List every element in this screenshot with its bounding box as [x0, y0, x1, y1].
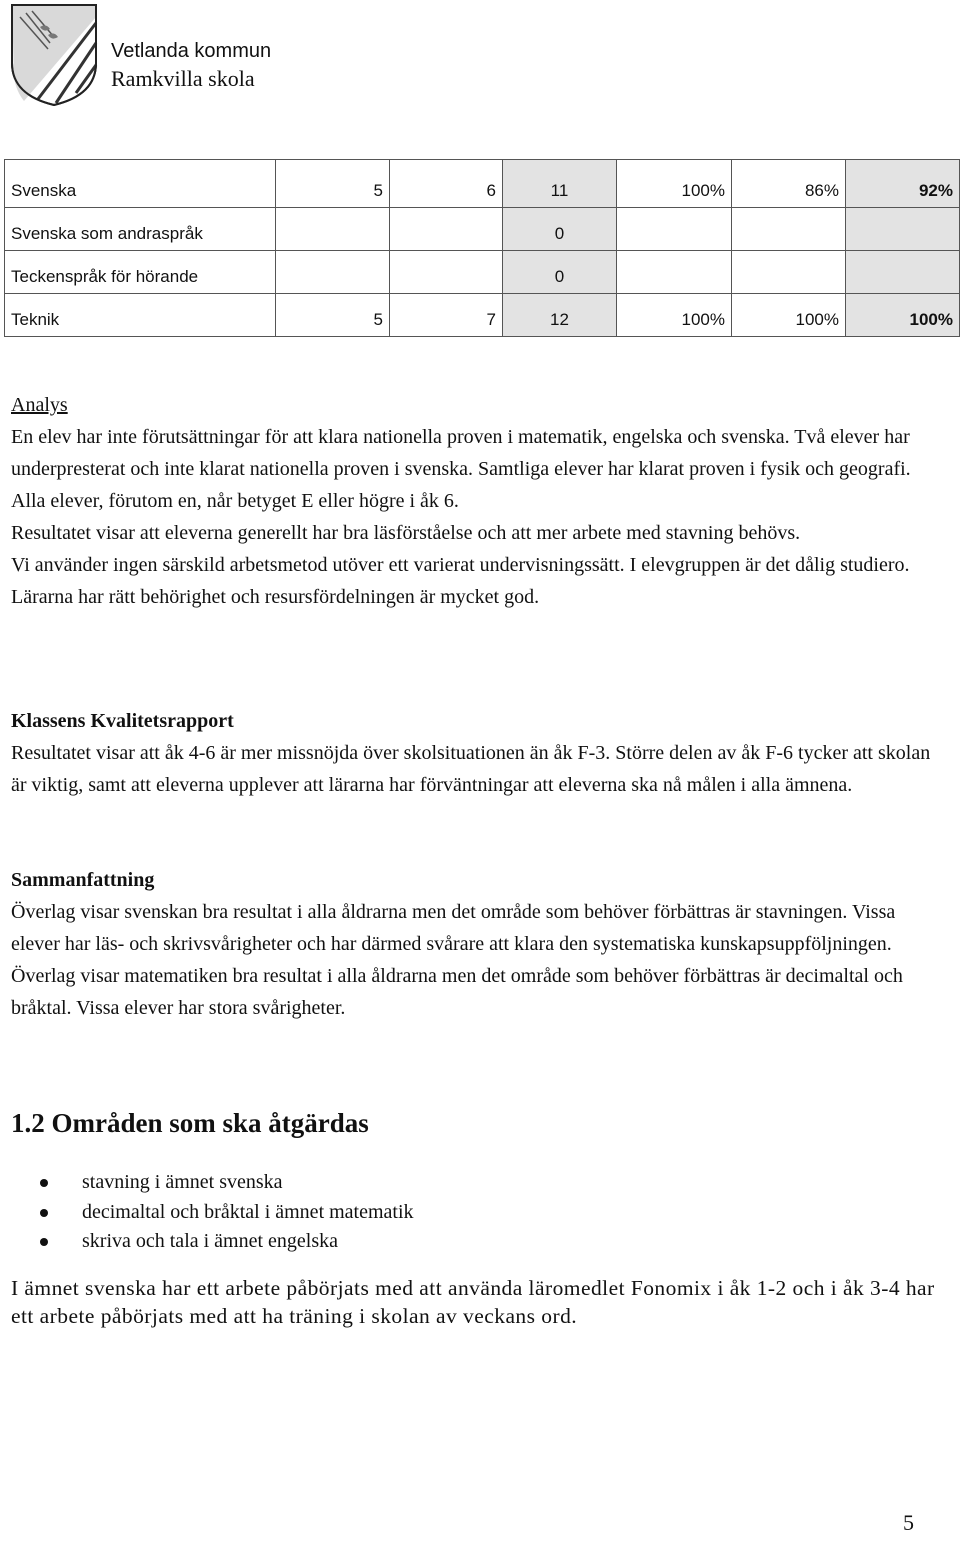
analysis-heading: Analys	[11, 394, 68, 416]
list-item-text: stavning i ämnet svenska	[82, 1171, 283, 1193]
table-cell: 86%	[732, 160, 846, 208]
quality-report-heading: Klassens Kvalitetsrapport	[11, 710, 234, 732]
table-cell: 100%	[846, 294, 960, 337]
analysis-paragraph: Vi använder ingen särskild arbetsmetod utöver ett varierat undervisningssätt. I elevgruppen är det dålig studiero. Lärarna har rätt behörighet och resursfördelningen är mycket god.	[11, 554, 910, 608]
table-cell	[732, 251, 846, 294]
list-item	[38, 1168, 414, 1198]
subject-cell: Teckenspråk för hörande	[5, 251, 276, 294]
quality-report-section	[11, 705, 936, 801]
table-cell: 5	[276, 294, 390, 337]
table-cell	[617, 251, 732, 294]
bullet-icon	[40, 1179, 48, 1187]
school-name: Ramkvilla skola	[111, 66, 255, 91]
organization-name: Vetlanda kommun	[111, 40, 272, 62]
list-item	[38, 1198, 414, 1228]
list-item-text: decimaltal och bråktal i ämnet matematik	[82, 1200, 414, 1223]
table-cell	[846, 208, 960, 251]
analysis-paragraph: En elev har inte förutsättningar för att klara nationella proven i matematik, engelska och svenska. Två elever har underpresterat och inte klarat nationella proven i svenska. Samtliga elever har klarat proven i fysik och geografi. Alla elever, förutom en, når betyget E eller högre i åk 6.	[11, 426, 911, 512]
municipality-coat-of-arms-icon	[10, 3, 98, 107]
analysis-section	[11, 389, 936, 613]
table-row	[5, 251, 960, 294]
table-cell: 7	[390, 294, 503, 337]
table-cell: 11	[503, 160, 617, 208]
summary-paragraph: Överlag visar matematiken bra resultat i alla åldrarna men det område som behöver förbättras är decimaltal och bråktal. Vissa elever har stora svårigheter.	[11, 965, 903, 1019]
table-cell	[276, 251, 390, 294]
table-cell: 92%	[846, 160, 960, 208]
table-cell: 100%	[617, 160, 732, 208]
table-cell: 0	[503, 251, 617, 294]
table-row	[5, 208, 960, 251]
subject-cell: Svenska som andraspråk	[5, 208, 276, 251]
summary-heading: Sammanfattning	[11, 869, 155, 891]
table-cell: 12	[503, 294, 617, 337]
results-table	[4, 159, 960, 337]
table-cell: 0	[503, 208, 617, 251]
action-list	[38, 1168, 414, 1257]
table-cell: 6	[390, 160, 503, 208]
bullet-icon	[40, 1209, 48, 1217]
subject-cell: Teknik	[5, 294, 276, 337]
summary-paragraph: Överlag visar svenskan bra resultat i alla åldrarna men det område som behöver förbättras är stavningen. Vissa elever har läs- och skrivsvårigheter och har därmed svårare att klara den systematiska kunskapsuppföljningen.	[11, 901, 896, 955]
page-number: 5	[903, 1510, 914, 1535]
table-cell: 100%	[617, 294, 732, 337]
analysis-paragraph: Resultatet visar att eleverna generellt har bra läsförståelse och att mer arbete med stavning behövs.	[11, 522, 801, 544]
table-cell: 100%	[732, 294, 846, 337]
closing-paragraph: I ämnet svenska har ett arbete påbörjats med att använda läromedlet Fonomix i åk 1-2 och i åk 3-4 har ett arbete påbörjats med att ha träning i skolan av veckans ord.	[11, 1276, 935, 1328]
table-cell: 5	[276, 160, 390, 208]
table-cell	[276, 208, 390, 251]
table-cell	[390, 208, 503, 251]
table-cell	[846, 251, 960, 294]
list-item-text: skriva och tala i ämnet engelska	[82, 1230, 339, 1252]
table-row	[5, 294, 960, 337]
table-cell	[390, 251, 503, 294]
list-item	[38, 1227, 414, 1257]
table-cell	[617, 208, 732, 251]
subject-cell: Svenska	[5, 160, 276, 208]
table-cell	[732, 208, 846, 251]
bullet-icon	[40, 1238, 48, 1246]
quality-report-paragraph: Resultatet visar att åk 4-6 är mer missnöjda över skolsituationen än åk F-3. Större delen av åk F-6 tycker att skolan är viktig, samt att eleverna upplever att lärarna har förväntningar att eleverna ska nå målen i alla ämnena.	[11, 742, 931, 796]
section-title: 1.2 Områden som ska åtgärdas	[11, 1108, 369, 1138]
summary-section	[11, 864, 936, 1024]
table-row	[5, 160, 960, 208]
